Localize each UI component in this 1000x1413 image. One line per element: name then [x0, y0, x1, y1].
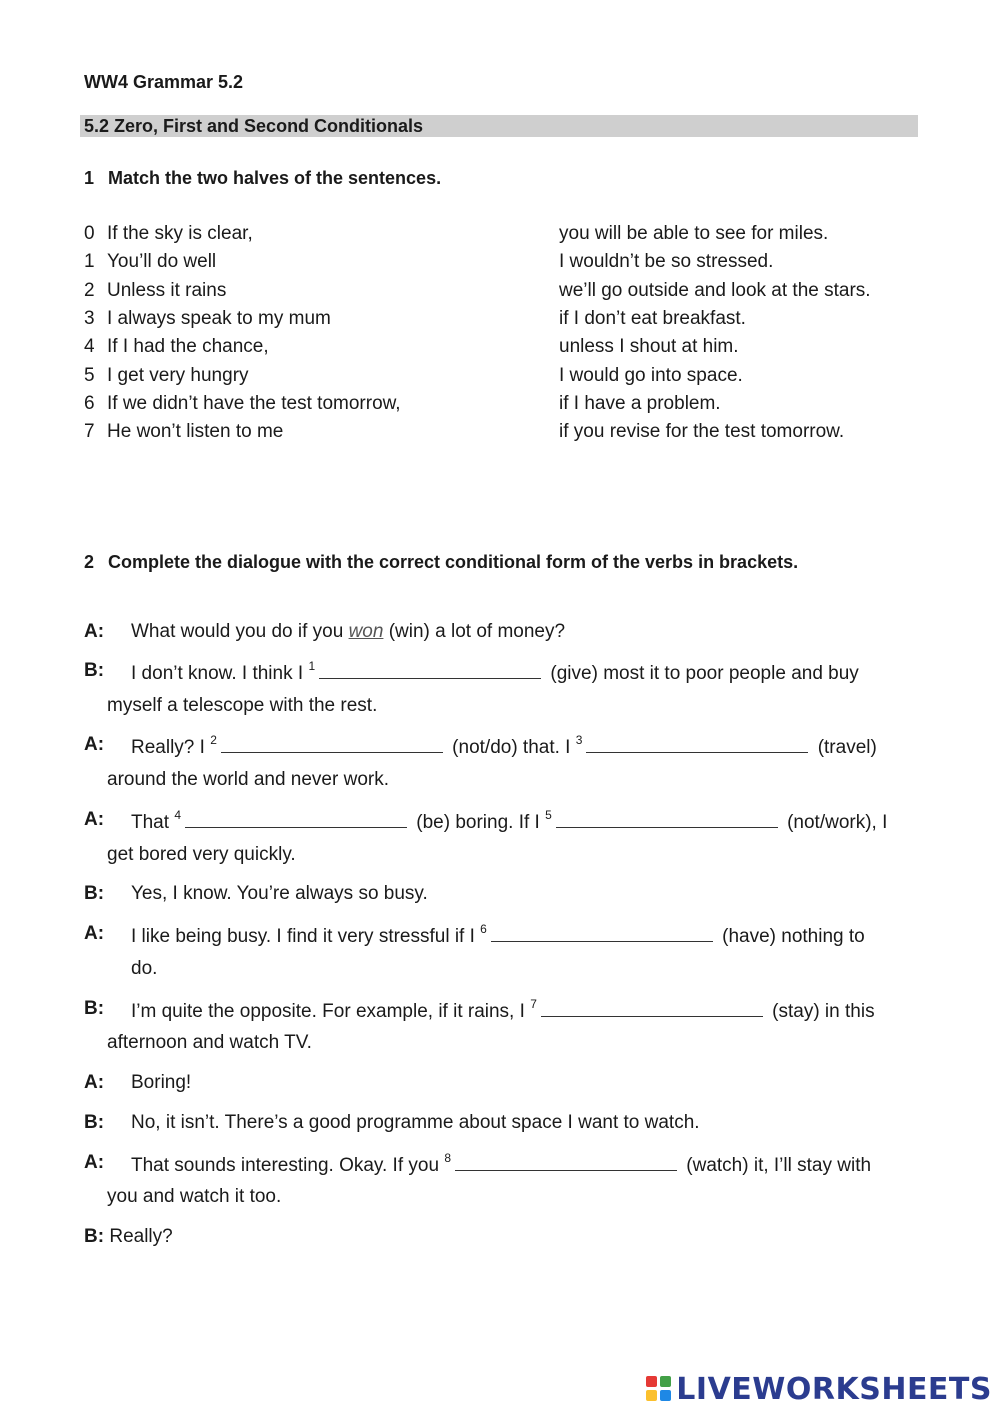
item-number: 7	[84, 421, 95, 442]
speaker-label: A:	[84, 1072, 105, 1093]
speaker-label: B:	[84, 660, 105, 681]
exercise-1-number: 1	[84, 168, 95, 188]
gap-number: 4	[174, 807, 181, 822]
speaker-label: A:	[84, 734, 105, 755]
sentence-second-half[interactable]: I wouldn’t be so stressed.	[559, 251, 774, 272]
line-text: (watch) it, I’ll stay with	[681, 1155, 872, 1176]
dialogue-line: Yes, I know. You’re always so busy.	[131, 883, 428, 904]
exercise-2-instruction: Complete the dialogue with the correct conditional form of the verbs in brackets.	[108, 552, 799, 572]
line-text: Really? I	[131, 737, 211, 758]
sentence-second-half[interactable]: if you revise for the test tomorrow.	[559, 421, 845, 442]
section-title: 5.2 Zero, First and Second Conditionals	[84, 116, 424, 136]
logo-text: LIVEWORKSHEETS	[676, 1371, 992, 1407]
exercise-1-heading	[84, 168, 441, 189]
exercise-1-instruction: Match the two halves of the sentences.	[108, 168, 442, 188]
sentence-first-half: Unless it rains	[107, 280, 227, 301]
dialogue-continuation: you and watch it too.	[107, 1186, 282, 1207]
dialogue-line: No, it isn’t. There’s a good programme about space I want to watch.	[131, 1112, 700, 1133]
sentence-first-half: I always speak to my mum	[107, 308, 331, 329]
dialogue-continuation: myself a telescope with the rest.	[107, 695, 378, 716]
dialogue-line: Boring!	[131, 1072, 192, 1093]
sentence-first-half: I get very hungry	[107, 365, 249, 386]
logo-mark-icon	[646, 1376, 672, 1402]
gap-number: 2	[210, 732, 217, 747]
answer-blank-8[interactable]	[455, 1152, 677, 1171]
answer-blank-1[interactable]	[319, 660, 541, 679]
line-text: (not/work), I	[781, 812, 888, 833]
line-text: What would you do if you	[131, 621, 349, 642]
exercise-2-heading	[84, 552, 798, 573]
sentence-second-half[interactable]: if I have a problem.	[559, 393, 721, 414]
speaker-label: B:	[84, 1112, 105, 1133]
item-number: 2	[84, 280, 95, 301]
dialogue-line	[84, 1226, 173, 1248]
line-text: (travel)	[812, 737, 877, 758]
liveworksheets-logo[interactable]	[646, 1369, 992, 1409]
line-text: That	[131, 812, 175, 833]
item-number: 3	[84, 308, 95, 329]
gap-number: 3	[575, 732, 583, 747]
line-text: (be) boring. If I	[411, 812, 546, 833]
gap-number: 5	[545, 807, 552, 822]
sentence-first-half: If I had the chance,	[107, 336, 269, 357]
line-text: (stay) in this	[766, 1001, 875, 1022]
answer-blank-7[interactable]	[541, 998, 763, 1017]
gap-number: 6	[480, 921, 487, 936]
dialogue-continuation: get bored very quickly.	[107, 844, 296, 865]
dialogue-continuation: do.	[131, 958, 158, 979]
sentence-first-half: He won’t listen to me	[107, 421, 284, 442]
speaker-label: A:	[84, 809, 105, 830]
speaker-label: A:	[84, 621, 105, 642]
gap-number: 8	[444, 1150, 451, 1165]
item-number: 4	[84, 336, 95, 357]
speaker-label: B:	[84, 883, 105, 904]
dialogue-line	[131, 621, 565, 643]
example-answer: won	[348, 621, 384, 642]
sentence-first-half: You’ll do well	[107, 251, 217, 272]
speaker-label: B:	[84, 998, 105, 1019]
item-number: 6	[84, 393, 95, 414]
sentence-second-half[interactable]: unless I shout at him.	[559, 336, 739, 357]
line-text: That sounds interesting. Okay. If you	[131, 1155, 445, 1176]
item-number: 1	[84, 251, 95, 272]
gap-number: 1	[308, 658, 316, 673]
item-number: 5	[84, 365, 95, 386]
dialogue-line	[131, 660, 859, 685]
line-text: I’m quite the opposite. For example, if it rains, I	[131, 1001, 531, 1022]
document-title: WW4 Grammar 5.2	[84, 72, 244, 92]
dialogue-line	[131, 998, 875, 1023]
answer-blank-3[interactable]	[586, 734, 808, 753]
answer-blank-5[interactable]	[556, 809, 778, 828]
sentence-second-half[interactable]: we’ll go outside and look at the stars.	[559, 280, 871, 301]
answer-blank-6[interactable]	[491, 923, 713, 942]
answer-blank-4[interactable]	[185, 809, 407, 828]
item-number: 0	[84, 223, 95, 244]
speaker-label: A:	[84, 923, 105, 944]
line-text: I don’t know. I think I	[131, 663, 309, 684]
speaker-label: B:	[84, 1226, 105, 1247]
line-text: (give) most it to poor people and buy	[545, 663, 859, 684]
sentence-second-half[interactable]: if I don’t eat breakfast.	[559, 308, 746, 329]
dialogue-continuation: afternoon and watch TV.	[107, 1032, 312, 1053]
line-text: (have) nothing to	[716, 926, 865, 947]
dialogue-line	[131, 1152, 871, 1177]
line-text: (not/do) that. I	[446, 737, 576, 758]
dialogue-continuation: around the world and never work.	[107, 769, 389, 790]
sentence-first-half: If we didn’t have the test tomorrow,	[107, 393, 401, 414]
speaker-label: A:	[84, 1152, 105, 1173]
dialogue-line	[131, 734, 877, 759]
sentence-first-half: If the sky is clear,	[107, 223, 253, 244]
gap-number: 7	[530, 996, 537, 1011]
dialogue-line	[131, 809, 887, 834]
line-text: (win) a lot of money?	[383, 621, 566, 642]
sentence-second-half[interactable]: you will be able to see for miles.	[559, 223, 829, 244]
sentence-second-half[interactable]: I would go into space.	[559, 365, 743, 386]
answer-blank-2[interactable]	[221, 734, 443, 753]
dialogue-line	[131, 923, 865, 948]
exercise-2-number: 2	[84, 552, 95, 572]
line-text: I like being busy. I find it very stressful if I	[131, 926, 481, 947]
line-text: Really?	[104, 1226, 173, 1247]
